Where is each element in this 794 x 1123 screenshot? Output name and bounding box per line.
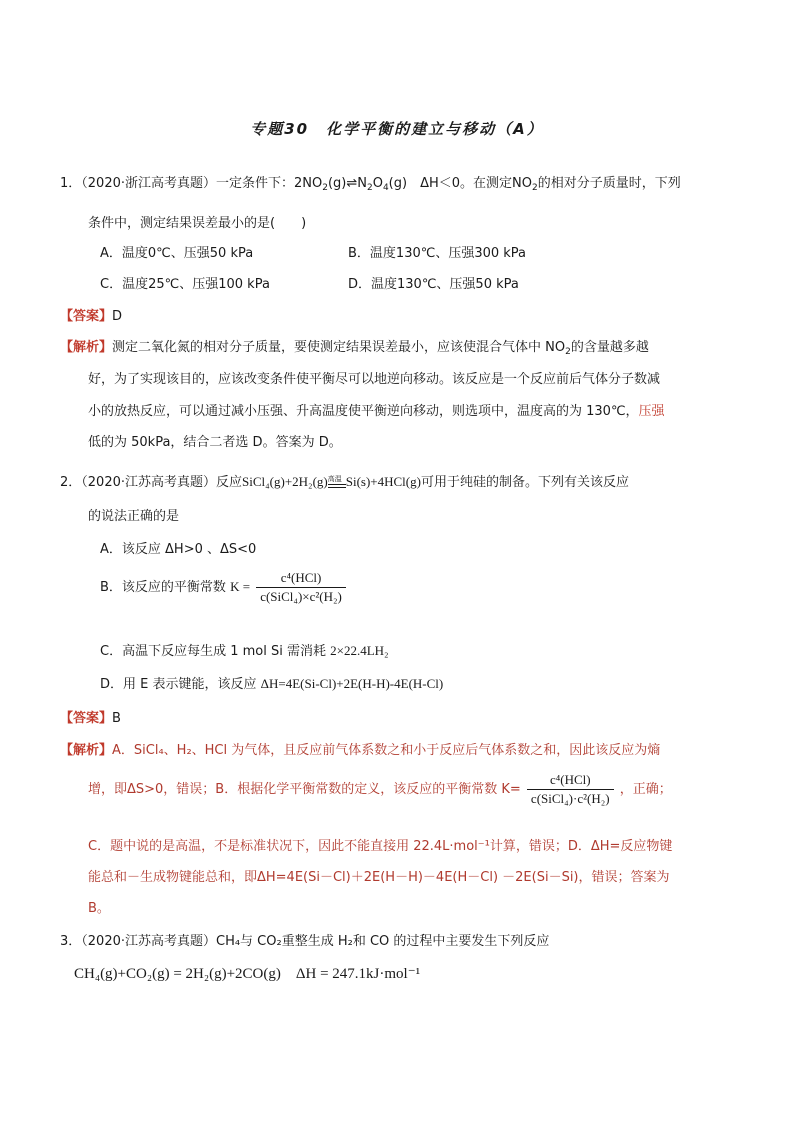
q1-analysis-1b: 的含量越多越 bbox=[570, 340, 649, 355]
q2-analysis-numerator: c⁴(HCl) bbox=[527, 772, 614, 790]
q2-equation-right: Si(s)+4HCl(g) bbox=[345, 474, 421, 489]
q2-option-d bbox=[100, 673, 443, 692]
q1-option-c: C．温度25℃、压强100 kPa bbox=[100, 277, 270, 292]
q2-reaction-arrow bbox=[328, 476, 346, 490]
q1-stem-a: 1．（2020·浙江高考真题）一定条件下：2NO bbox=[60, 176, 323, 191]
q1-stem-d: (g) ΔH＜0。在测定NO bbox=[388, 176, 532, 191]
q1-option-a: A．温度0℃、压强50 kPa bbox=[100, 246, 254, 261]
q2-option-b-denominator: c(SiCl₄)×c²(H₂) bbox=[260, 589, 342, 604]
q1-analysis-3a: 小的放热反应，可以通过减小压强、升高温度使平衡逆向移动，则选项中，温度高的为 130℃， bbox=[88, 404, 639, 419]
q3-stem: 3．（2020·江苏高考真题）CH₄与 CO₂重整生成 H₂和 CO 的过程中主要发生下列反应 bbox=[60, 934, 550, 949]
q1-analysis-line3 bbox=[88, 400, 665, 419]
q2-option-d-value: ΔH=4E(Si-Cl)+2E(H-H)-4E(H-Cl) bbox=[260, 676, 444, 691]
q2-condition-label: 高温 bbox=[327, 474, 342, 483]
q1-stem-c: O bbox=[372, 176, 383, 191]
q1-option-d: D．温度130℃、压强50 kPa bbox=[348, 277, 519, 292]
q2-answer-tag: 【答案】 bbox=[60, 711, 113, 726]
q1-analysis-line4: 低的为 50kPa，结合二者选 D。答案为 D。 bbox=[88, 435, 342, 450]
q2-analysis-2b: ，正确； bbox=[619, 782, 672, 797]
q2-analysis-fraction bbox=[527, 772, 614, 807]
q2-analysis-2a: 增，即ΔS>0，错误；B．根据化学平衡常数的定义，该反应的平衡常数 K= bbox=[88, 782, 521, 797]
q2-analysis-line3: C．题中说的是高温，不是标准状况下，因此不能直接用 22.4L·mol⁻¹计算，错误；D．ΔH=反应物键 bbox=[88, 839, 673, 854]
q2-analysis-line5: B。 bbox=[88, 901, 110, 916]
page-title: 专题30 化学平衡的建立与移动（A） bbox=[250, 120, 544, 138]
q1-answer-tag: 【答案】 bbox=[60, 309, 113, 324]
q2-analysis-tag: 【解析】 bbox=[60, 743, 113, 758]
q2-answer-line bbox=[60, 707, 121, 726]
q3-equation: CH₄(g)+CO₂(g) = 2H₂(g)+2CO(g) ΔH = 247.1kJ·mol⁻¹ bbox=[74, 966, 421, 982]
q2-analysis-line2 bbox=[88, 772, 672, 807]
q2-answer: B bbox=[112, 711, 121, 726]
q2-option-b-numerator: c⁴(HCl) bbox=[256, 570, 346, 588]
q1-analysis-3b: 压强 bbox=[638, 404, 665, 419]
q1-analysis-line1: 【解析】测定二氧化氮的相对分子质量，要使测定结果误差最小，应该使混合气体中 $NO_2$的含量越多越 bbox=[60, 340, 649, 357]
q2-option-d-label: D．用 E 表示键能，该反应 bbox=[100, 677, 257, 692]
q1-option-b: B．温度130℃、压强300 kPa bbox=[348, 246, 527, 261]
q1-analysis-line2: 好，为了实现该目的，应该改变条件使平衡尽可以地逆向移动。该反应是一个反应前后气体分子数减 bbox=[88, 372, 661, 387]
q1-answer-line bbox=[60, 305, 122, 324]
q1-answer: D bbox=[112, 309, 123, 324]
q1-analysis-tag: 【解析】 bbox=[60, 340, 113, 355]
q2-stem-a: 2．（2020·江苏高考真题）反应 bbox=[60, 475, 242, 490]
q2-analysis-denominator: c(SiCl₄)·c²(H₂) bbox=[530, 791, 610, 806]
q2-stem-line1 bbox=[60, 471, 629, 490]
q2-analysis-1: A．SiCl₄、H₂、HCl 为气体，且反应前气体系数之和小于反应后气体系数之和，因此该反应为熵 bbox=[112, 743, 661, 758]
q2-option-c-value: 2×22.4LH₂ bbox=[330, 643, 389, 658]
q2-equation-left: SiCl₄(g)+2H₂(g) bbox=[242, 474, 328, 489]
q2-option-b-k: K = bbox=[230, 579, 251, 594]
q2-option-b-label: B．该反应的平衡常数 bbox=[100, 580, 226, 595]
q2-analysis-line1 bbox=[60, 739, 660, 758]
q2-stem-b: 可用于纯硅的制备。下列有关该反应 bbox=[420, 475, 629, 490]
q1-analysis-1a: 测定二氧化氮的相对分子质量，要使测定结果误差最小，应该使混合气体中 NO bbox=[112, 340, 566, 355]
q2-option-a: A．该反应 ΔH>0 、ΔS<0 bbox=[100, 542, 257, 557]
q1-stem-b: (g)⇌N bbox=[327, 176, 367, 191]
q1-stem-line2: 条件中，测定结果误差最小的是( ) bbox=[88, 216, 307, 231]
q2-option-b-fraction bbox=[256, 570, 346, 605]
q2-analysis-line4: 能总和－生成物键能总和，即ΔH=4E(Si－Cl)＋2E(H－H)－4E(H－Cl) －2E(Si－Si)，错误；答案为 bbox=[88, 870, 670, 885]
q1-stem-line1: 1．（2020·浙江高考真题）一定条件下：$2NO_2(g)\rightleftharpoons N_2O_4(g)$ ΔH＜0。在测定$NO_2$的相对分子质量时，下列 bbox=[60, 176, 681, 193]
q2-option-b bbox=[100, 570, 348, 605]
q2-option-c-label: C．高温下反应每生成 1 mol Si 需消耗 bbox=[100, 644, 326, 659]
q2-stem-line2: 的说法正确的是 bbox=[88, 509, 180, 524]
q1-stem-e: 的相对分子质量时，下列 bbox=[537, 176, 681, 191]
q2-option-c bbox=[100, 640, 389, 659]
